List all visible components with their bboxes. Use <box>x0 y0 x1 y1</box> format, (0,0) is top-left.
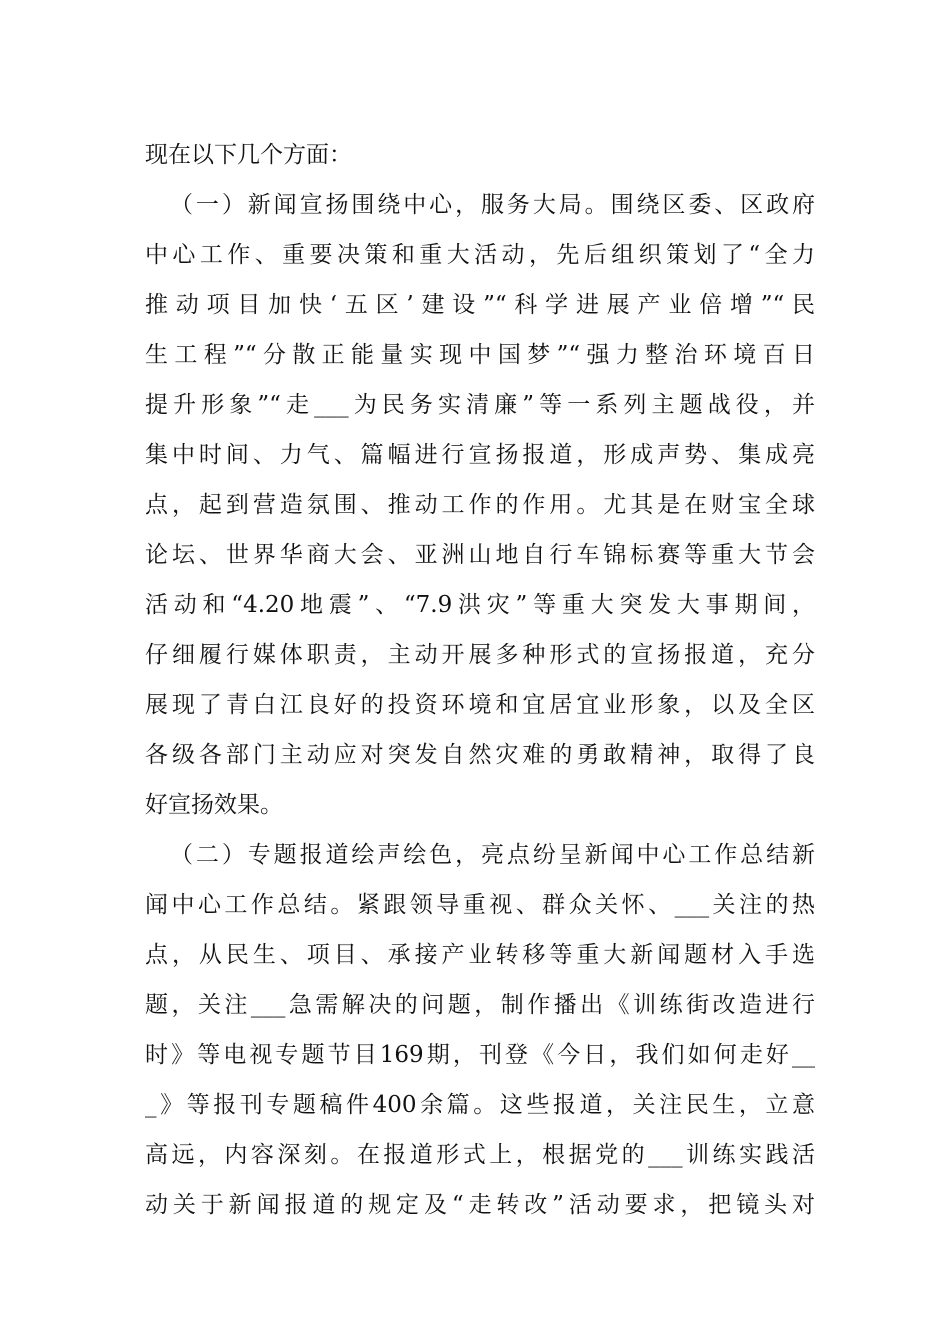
text-line: 好宣扬效果。 <box>145 792 283 818</box>
text-line: 集中时间、力气、篇幅进行宣扬报道，形成声势、集成亮 <box>145 442 815 468</box>
text-line: 生工程”“分散正能量实现中国梦”“强力整治环境百日 <box>145 342 815 368</box>
text-line: 点，起到营造氛围、推动工作的作用。尤其是在财宝全球 <box>145 492 815 518</box>
text-line: 点，从民生、项目、承接产业转移等重大新闻题材入手选 <box>145 942 815 968</box>
text-line: 论坛、世界华商大会、亚洲山地自行车锦标赛等重大节会 <box>145 542 815 568</box>
text-line: 题，关注___急需解决的问题，制作播出《训练街改造进行 <box>145 992 815 1018</box>
text-line: 现在以下几个方面： <box>145 142 352 168</box>
text-line: 时》等电视专题节目169期，刊登《今日，我们如何走好__ <box>145 1042 815 1068</box>
text-line: 中心工作、重要决策和重大活动，先后组织策划了“全力 <box>145 242 815 268</box>
section-heading-line: （一）新闻宣扬围绕中心，服务大局。围绕区委、区政府 <box>170 192 815 218</box>
text-line: _》等报刊专题稿件400余篇。这些报道，关注民生，立意 <box>145 1092 815 1118</box>
text-line: 各级各部门主动应对突发自然灾难的勇敢精神，取得了良 <box>145 742 815 768</box>
text-line: 活动和“4.20地震”、“7.9洪灾”等重大突发大事期间， <box>145 592 815 618</box>
text-line: 提升形象”“走___为民务实清廉”等一系列主题战役，并 <box>145 392 815 418</box>
text-line: 推动项目加快‘五区’建设”“科学进展产业倍增”“民 <box>145 292 815 318</box>
text-line: 仔细履行媒体职责，主动开展多种形式的宣扬报道，充分 <box>145 642 815 668</box>
text-line: 闻中心工作总结。紧跟领导重视、群众关怀、___关注的热 <box>145 892 815 918</box>
text-line: 展现了青白江良好的投资环境和宜居宜业形象，以及全区 <box>145 692 815 718</box>
text-line: 动关于新闻报道的规定及“走转改”活动要求，把镜头对 <box>145 1192 815 1218</box>
section-heading-line: （二）专题报道绘声绘色，亮点纷呈新闻中心工作总结新 <box>170 842 815 868</box>
text-line: 高远，内容深刻。在报道形式上，根据党的___训练实践活 <box>145 1142 815 1168</box>
